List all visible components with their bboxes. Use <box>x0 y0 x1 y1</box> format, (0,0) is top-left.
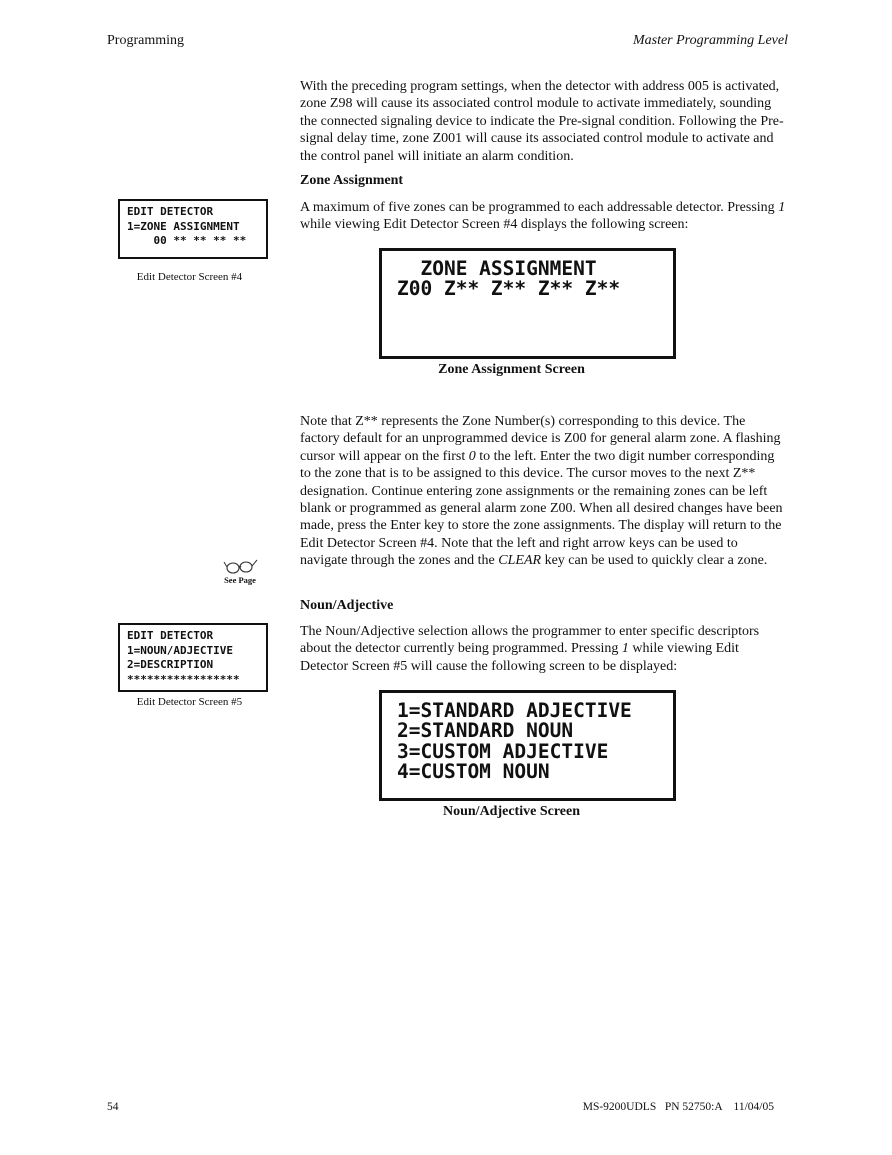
lcd-line: 2=STANDARD NOUN <box>397 719 574 743</box>
noun-adjective-display <box>379 690 676 801</box>
lcd-line: Z00 Z** Z** Z** Z** <box>397 277 621 301</box>
zone-note-paragraph: Note that Z** represents the Zone Number(s) corresponding to this device. The factory default for an unprogrammed device is Z00 for general alarm zone. A flashing cursor will appear on the first 0 to the left. Enter the two digit number corresponding to the zone that is to be assigned to this device. The cursor moves to the next Z** designation. Continue entering zone assignments or the remaining zones can be left blank or programmed as general alarm zone Z00. When all desired changes have been made, press the Enter key to store the zone assignments. The display will return to the Edit Detector Screen #4. Note that the left and right arrow keys can be used to navigate through the zones and the CLEAR key can be used to quickly clear a zone. <box>300 414 783 569</box>
intro-paragraph: With the preceding program settings, when the detector with address 005 is activated, zone Z98 will cause its associated control module to activate immediately, sounding the connected signaling device to indicate the Pre-signal condition. Following the Pre-signal delay time, zone Z001 will cause its associated control module to activate and the control panel will initiate an alarm condition. <box>300 79 784 164</box>
running-header-chapter: Master Programming Level <box>632 33 788 48</box>
zone-assignment-caption: Zone Assignment Screen <box>438 362 585 377</box>
key-1: 1 <box>778 200 786 215</box>
noun-adjective-paragraph: The Noun/Adjective selection allows the programmer to enter specific descriptors about the detector currently being programmed. Pressing 1 while viewing Edit Detector Screen #5 will cause the following screen to be displayed: <box>300 624 760 674</box>
see-page-label: See Page <box>224 575 256 585</box>
lcd-line: EDIT DETECTOR <box>127 629 214 642</box>
noun-adjective-caption: Noun/Adjective Screen <box>443 804 580 819</box>
lcd-line: 3=CUSTOM ADJECTIVE <box>397 739 609 763</box>
page-number: 54 <box>107 1101 119 1113</box>
lcd-line: 1=ZONE ASSIGNMENT <box>127 219 240 233</box>
zone-assignment-paragraph: A maximum of five zones can be programmed to each addressable detector. Pressing 1 while viewing Edit Detector Screen #4 displays the following screen: <box>300 200 786 233</box>
edit-detector-screen-5-caption: Edit Detector Screen #5 <box>136 696 243 708</box>
see-page-reference <box>220 556 260 585</box>
lcd-line: 4=CUSTOM NOUN <box>397 760 550 784</box>
document-id: MS-9200UDLS PN 52750:A 11/04/05 <box>582 1101 774 1113</box>
zone-assignment-heading: Zone Assignment <box>300 173 404 188</box>
lcd-line: ZONE ASSIGNMENT <box>397 257 597 280</box>
eyeglasses-icon <box>220 556 260 576</box>
lcd-line: 1=NOUN/ADJECTIVE <box>127 643 233 657</box>
edit-detector-screen-4 <box>118 199 268 259</box>
clear-key: CLEAR <box>498 553 542 569</box>
lcd-line: 00 ** ** ** ** <box>127 234 247 247</box>
zone-assignment-display <box>379 248 676 359</box>
lcd-line: EDIT DETECTOR <box>127 205 214 218</box>
edit-detector-screen-5 <box>118 623 268 692</box>
noun-adjective-heading: Noun/Adjective <box>300 598 394 613</box>
edit-detector-screen-4-caption: Edit Detector Screen #4 <box>136 271 243 283</box>
lcd-line: 2=DESCRIPTION <box>127 658 214 671</box>
running-header-section: Programming <box>107 33 184 48</box>
lcd-line: ***************** <box>127 672 240 686</box>
lcd-line: 1=STANDARD ADJECTIVE <box>397 699 632 722</box>
